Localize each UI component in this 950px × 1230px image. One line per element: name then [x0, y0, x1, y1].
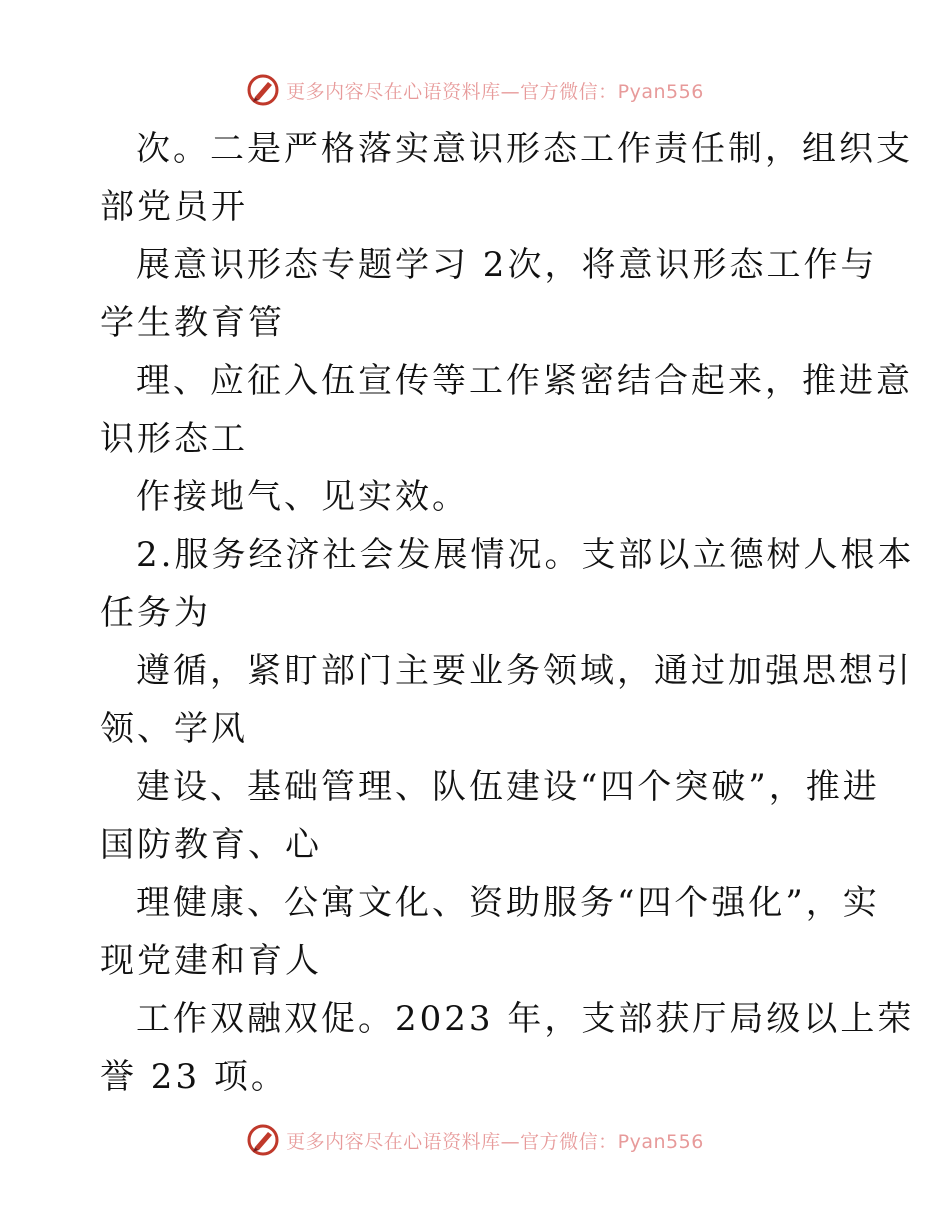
text-line: 作接地气、见实效。: [136, 477, 469, 517]
text-line: 识形态工: [100, 419, 248, 459]
text-line: 部党员开: [100, 187, 248, 227]
body-text: [100, 120, 915, 1106]
text-line: 次。二是严格落实意识形态工作责任制，组织支: [136, 129, 913, 169]
text-line: 学生教育管: [100, 303, 285, 343]
text-line: 现党建和育人: [100, 941, 322, 981]
footer-banner: [0, 1120, 950, 1160]
header-banner: [0, 70, 950, 110]
text-line: 2.服务经济社会发展情况。支部以立德树人根本: [136, 535, 915, 575]
text-line: 遵循，紧盯部门主要业务领域，通过加强思想引: [136, 651, 913, 691]
text-line: 建设、基础管理、队伍建设“四个突破”，推进: [136, 767, 880, 807]
text-line: 展意识形态专题学习 2次，将意识形态工作与: [136, 245, 878, 285]
text-line: 领、学风: [100, 709, 248, 749]
pen-logo-icon: [246, 73, 280, 107]
text-line: 理健康、公寓文化、资助服务“四个强化”，实: [136, 883, 880, 923]
text-line: 誉 23 项。: [100, 1057, 288, 1097]
pen-logo-icon: [246, 1123, 280, 1157]
footer-banner-text: 更多内容尽在心语资料库—官方微信：Pyan556: [286, 1130, 704, 1153]
text-line: 理、应征入伍宣传等工作紧密结合起来，推进意: [136, 361, 913, 401]
text-line: 国防教育、心: [100, 825, 322, 865]
text-line: 任务为: [100, 593, 211, 633]
header-banner-text: 更多内容尽在心语资料库—官方微信：Pyan556: [286, 80, 704, 103]
text-line: 工作双融双促。2023 年，支部获厅局级以上荣: [136, 999, 915, 1039]
